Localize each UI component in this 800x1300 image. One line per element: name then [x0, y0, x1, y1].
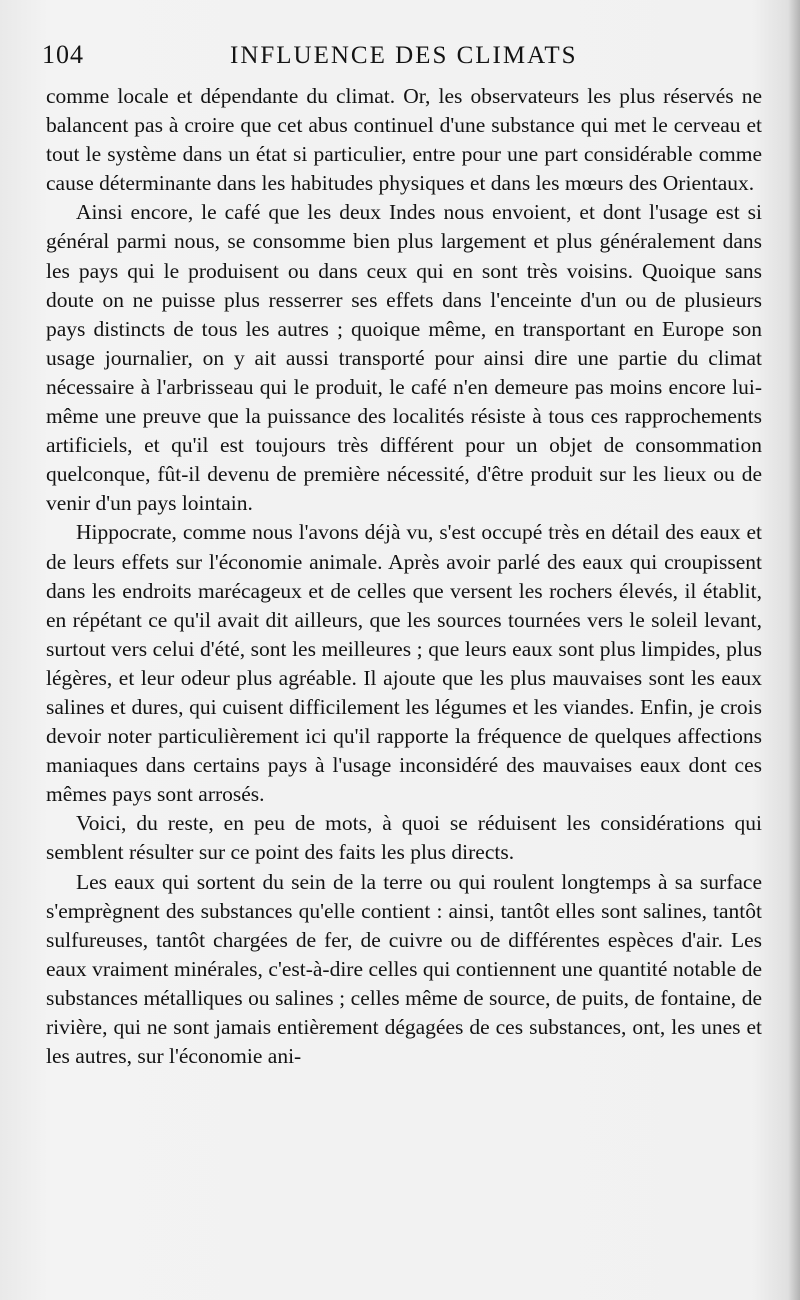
running-title: INFLUENCE DES CLIMATS: [230, 42, 578, 69]
paragraph-hippocrate: Hippocrate, comme nous l'avons déjà vu, s'est occupé très en détail des eaux et de leurs effets sur l'économie animale. Après avoir parlé des eaux qui croupissent dans les endroits marécageux et de celles que versent les rochers élevés, il établit, en répétant ce qu'il avait dit ailleurs, que les sources tournées vers le soleil levant, surtout vers celui d'été, sont les meilleures ; que leurs eaux sont plus limpides, plus légères, et leur odeur plus agréable. Il ajoute que les plus mauvaises sont les eaux salines et dures, qui cuisent difficilement les légumes et les viandes. Enfin, je crois devoir noter particulièrement ici qu'il rapporte la fréquence de quelques affections maniaques dans certains pays à l'usage inconsidéré des mauvaises eaux dont ces mêmes pays sont arrosés.: [46, 520, 762, 807]
body-text: [46, 82, 762, 1071]
paragraph-cafe: Ainsi encore, le café que les deux Indes nous envoient, et dont l'usage est si général parmi nous, se consomme bien plus largement et plus généralement dans les pays qui le produisent ou dans ceux qui en sont très voisins. Quoique sans doute on ne puisse plus resserrer ses effets dans l'enceinte d'un ou de plusieurs pays distincts de tous les autres ; quoique même, en transportant en Europe son usage journalier, on y ait aussi transporté pour ainsi dire une partie du climat nécessaire à l'arbrisseau qui le produit, le café n'en demeure pas moins encore lui-même une preuve que la puissance des localités résiste à tous ces rapprochements artificiels, et qu'il est toujours très différent pour un objet de consommation quelconque, fût-il devenu de première nécessité, d'être produit sur les lieux ou de venir d'un pays lointain.: [46, 200, 762, 516]
paragraph-continued: comme locale et dépendante du climat. Or, les observateurs les plus réservés ne balancent pas à croire que cet abus continuel d'une substance qui met le cerveau et tout le système dans un état si particulier, entre pour une part considérable comme cause déterminante dans les habitudes physiques et dans les mœurs des Orientaux.: [46, 84, 762, 196]
page-edge-shadow: [788, 0, 800, 1300]
page-number: 104: [42, 40, 84, 69]
paragraph-voici: Voici, du reste, en peu de mots, à quoi se réduisent les considérations qui semblent résulter sur ce point des faits les plus directs.: [46, 811, 762, 865]
page-header: [40, 38, 760, 78]
paragraph-eaux: Les eaux qui sortent du sein de la terre ou qui roulent longtemps à sa surface s'emprègnent des substances qu'elle contient : ainsi, tantôt elles sont salines, tantôt sulfureuses, tantôt chargées de fer, de cuivre ou de différentes espèces d'air. Les eaux vraiment minérales, c'est-à-dire celles qui contiennent une quantité notable de substances métalliques ou salines ; celles même de source, de puits, de fontaine, de rivière, qui ne sont jamais entièrement dégagées de ces substances, ont, les unes et les autres, sur l'économie ani-: [46, 869, 762, 1069]
